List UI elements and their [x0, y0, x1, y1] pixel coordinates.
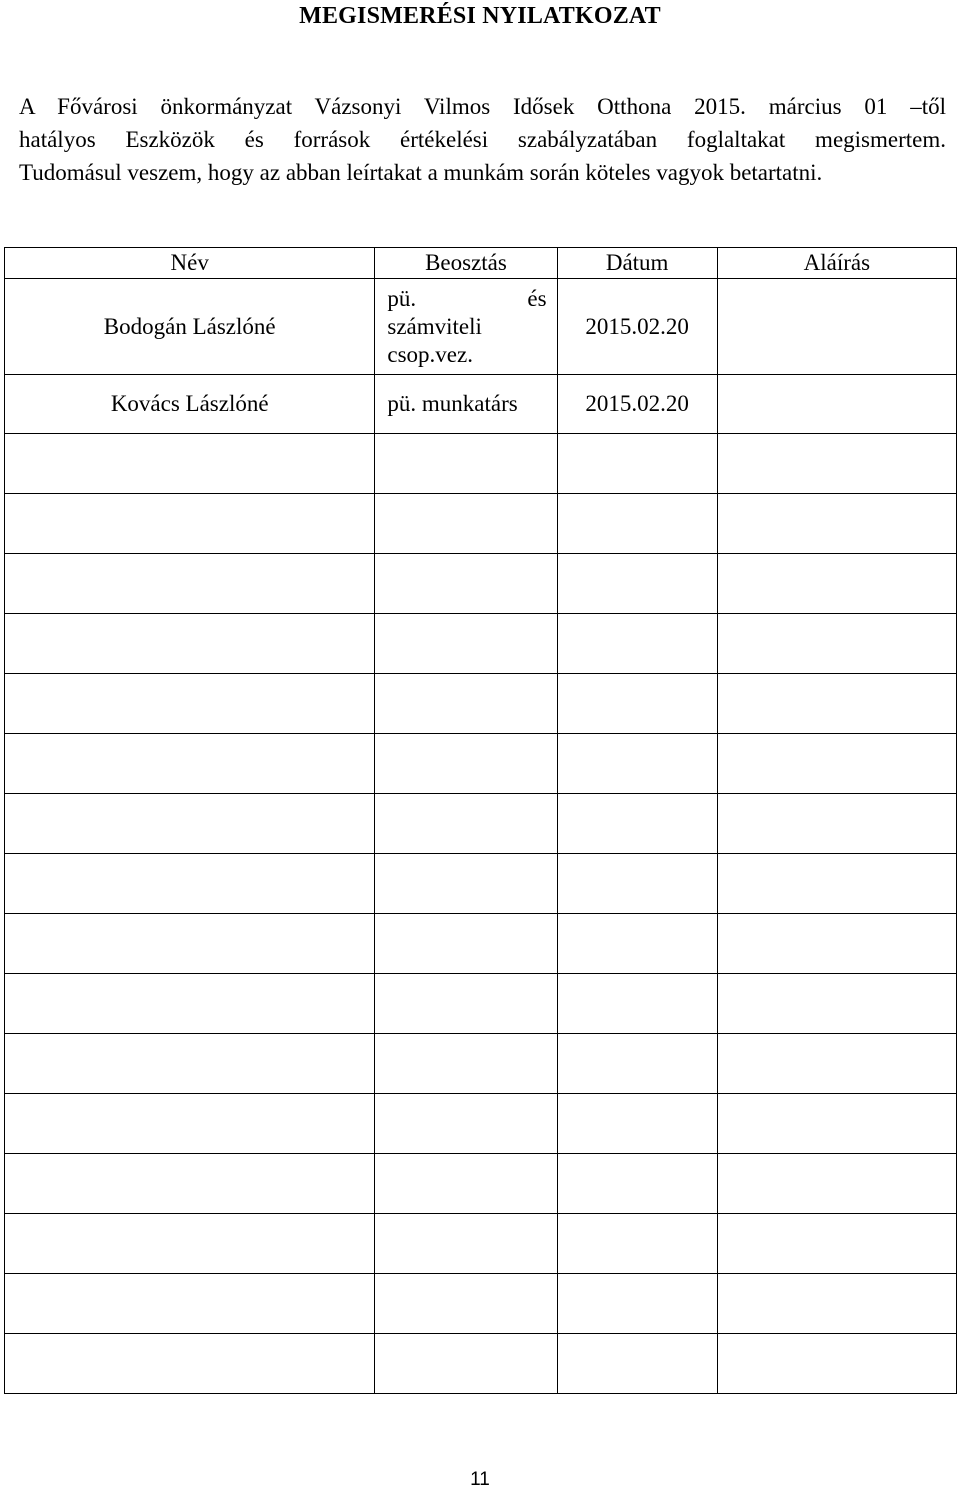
empty-cell — [375, 1154, 557, 1214]
empty-row — [5, 1274, 957, 1334]
table-header-row — [5, 248, 957, 279]
signature-table — [4, 247, 957, 1394]
empty-cell — [375, 1214, 557, 1274]
empty-cell — [375, 614, 557, 674]
empty-cell — [717, 1274, 956, 1334]
empty-cell — [557, 794, 717, 854]
empty-cell — [5, 1154, 375, 1214]
table-row — [5, 375, 957, 434]
page-number: 11 — [470, 1469, 490, 1490]
empty-cell — [5, 914, 375, 974]
empty-row — [5, 494, 957, 554]
empty-cell — [717, 734, 956, 794]
empty-cell — [557, 1214, 717, 1274]
empty-row — [5, 1094, 957, 1154]
empty-cell — [557, 974, 717, 1034]
empty-cell — [557, 674, 717, 734]
empty-cell — [717, 1094, 956, 1154]
paragraph-line-3: Tudomásul veszem, hogy az abban leírtakat a munkám során köteles vagyok betartatni. — [19, 160, 823, 185]
empty-cell — [375, 554, 557, 614]
empty-cell — [557, 1334, 717, 1394]
empty-cell — [5, 854, 375, 914]
header-signature: Aláírás — [717, 248, 956, 279]
empty-cell — [375, 974, 557, 1034]
empty-cell — [717, 1334, 956, 1394]
cell-signature — [717, 375, 956, 434]
position-word: és — [527, 285, 547, 311]
header-position: Beosztás — [375, 248, 557, 279]
empty-cell — [717, 1214, 956, 1274]
document-title: MEGISMERÉSI NYILATKOZAT — [299, 3, 661, 29]
empty-cell — [557, 554, 717, 614]
cell-date: 2015.02.20 — [557, 279, 717, 375]
empty-row — [5, 914, 957, 974]
table-row — [5, 279, 957, 375]
empty-cell — [375, 434, 557, 494]
position-word: pü. — [387, 285, 417, 311]
empty-cell — [717, 554, 956, 614]
declaration-paragraph — [19, 90, 946, 189]
cell-name: Bodogán Lászlóné — [5, 279, 375, 375]
empty-cell — [5, 974, 375, 1034]
empty-cell — [375, 1274, 557, 1334]
empty-cell — [557, 434, 717, 494]
empty-cell — [557, 734, 717, 794]
empty-cell — [557, 1034, 717, 1094]
empty-cell — [5, 1214, 375, 1274]
empty-row — [5, 974, 957, 1034]
paragraph-line-1: A Fővárosi önkormányzat Vázsonyi Vilmos Idősek Otthona 2015. március 01 –től — [19, 94, 946, 119]
cell-signature — [717, 279, 956, 375]
empty-row — [5, 554, 957, 614]
empty-cell — [375, 854, 557, 914]
empty-cell — [717, 914, 956, 974]
empty-row — [5, 434, 957, 494]
empty-cell — [375, 494, 557, 554]
empty-cell — [5, 1334, 375, 1394]
empty-cell — [717, 854, 956, 914]
empty-cell — [5, 674, 375, 734]
empty-cell — [375, 674, 557, 734]
empty-cell — [557, 494, 717, 554]
empty-row — [5, 1034, 957, 1094]
empty-cell — [375, 734, 557, 794]
empty-row — [5, 1154, 957, 1214]
empty-cell — [557, 614, 717, 674]
empty-row — [5, 674, 957, 734]
header-date: Dátum — [557, 248, 717, 279]
empty-cell — [717, 1154, 956, 1214]
empty-cell — [717, 494, 956, 554]
header-name: Név — [5, 248, 375, 279]
empty-cell — [717, 974, 956, 1034]
cell-date: 2015.02.20 — [557, 375, 717, 434]
empty-cell — [717, 674, 956, 734]
empty-cell — [557, 1094, 717, 1154]
cell-position — [375, 279, 557, 375]
empty-cell — [717, 1034, 956, 1094]
empty-cell — [5, 434, 375, 494]
empty-cell — [5, 554, 375, 614]
empty-cell — [5, 794, 375, 854]
empty-row — [5, 1334, 957, 1394]
empty-row — [5, 1214, 957, 1274]
empty-cell — [5, 614, 375, 674]
empty-cell — [5, 1094, 375, 1154]
position-word: csop.vez. — [387, 341, 473, 367]
cell-name: Kovács Lászlóné — [5, 375, 375, 434]
empty-cell — [557, 1154, 717, 1214]
empty-cell — [5, 1034, 375, 1094]
empty-cell — [5, 1274, 375, 1334]
empty-cell — [717, 794, 956, 854]
empty-row — [5, 614, 957, 674]
empty-cell — [557, 914, 717, 974]
empty-cell — [5, 494, 375, 554]
empty-cell — [375, 1034, 557, 1094]
empty-cell — [717, 614, 956, 674]
empty-row — [5, 854, 957, 914]
empty-cell — [375, 794, 557, 854]
position-word: számviteli — [387, 313, 482, 339]
empty-cell — [557, 1274, 717, 1334]
empty-cell — [5, 734, 375, 794]
empty-row — [5, 794, 957, 854]
empty-cell — [557, 854, 717, 914]
empty-cell — [375, 1094, 557, 1154]
empty-row — [5, 734, 957, 794]
paragraph-line-2: hatályos Eszközök és források értékelési szabályzatában foglaltakat megismertem. — [19, 127, 946, 152]
empty-cell — [717, 434, 956, 494]
empty-cell — [375, 1334, 557, 1394]
empty-cell — [375, 914, 557, 974]
cell-position: pü. munkatárs — [375, 375, 557, 434]
